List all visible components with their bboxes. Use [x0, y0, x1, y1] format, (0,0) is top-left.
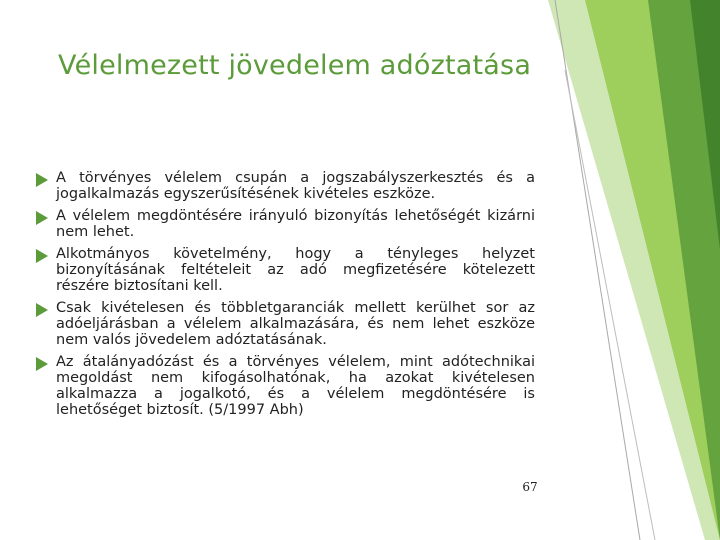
list-item: [34, 208, 535, 240]
bullet-list: [34, 170, 535, 424]
bullet-text: A vélelem megdöntésére irányuló bizonyítás lehetőségét kizárni nem lehet.: [56, 208, 535, 240]
bullet-text: A törvényes vélelem csupán a jogszabályszerkesztés és a jogalkalmazás egyszerűsítésének kivételes eszköze.: [56, 170, 535, 202]
triangle-right-icon: [34, 248, 50, 264]
list-item: [34, 246, 535, 294]
bullet-text: Az átalányadózást és a törvényes vélelem, mint adótechnikai megoldást nem kifogásolhatónak, ha azokat kivételesen alkalmazza a jogalkotó, és a vélelem megdöntésére is lehetőséget biztosít. (5/1997 Abh): [56, 354, 535, 418]
list-item: [34, 354, 535, 418]
page-number: 67: [522, 480, 538, 494]
triangle-right-icon: [34, 210, 50, 226]
triangle-right-icon: [34, 356, 50, 372]
list-item: [34, 170, 535, 202]
bullet-text: Alkotmányos követelmény, hogy a tényleges helyzet bizonyításának feltételeit az adó megfizetésére kötelezett részére biztosítani kell.: [56, 246, 535, 294]
triangle-right-icon: [34, 302, 50, 318]
page-title: Vélelmezett jövedelem adóztatása: [58, 50, 532, 81]
list-item: [34, 300, 535, 348]
triangle-right-icon: [34, 172, 50, 188]
bullet-text: Csak kivételesen és többletgaranciák mellett kerülhet sor az adóeljárásban a vélelem alkalmazására, és nem lehet eszköze nem valós jövedelem adóztatásának.: [56, 300, 535, 348]
